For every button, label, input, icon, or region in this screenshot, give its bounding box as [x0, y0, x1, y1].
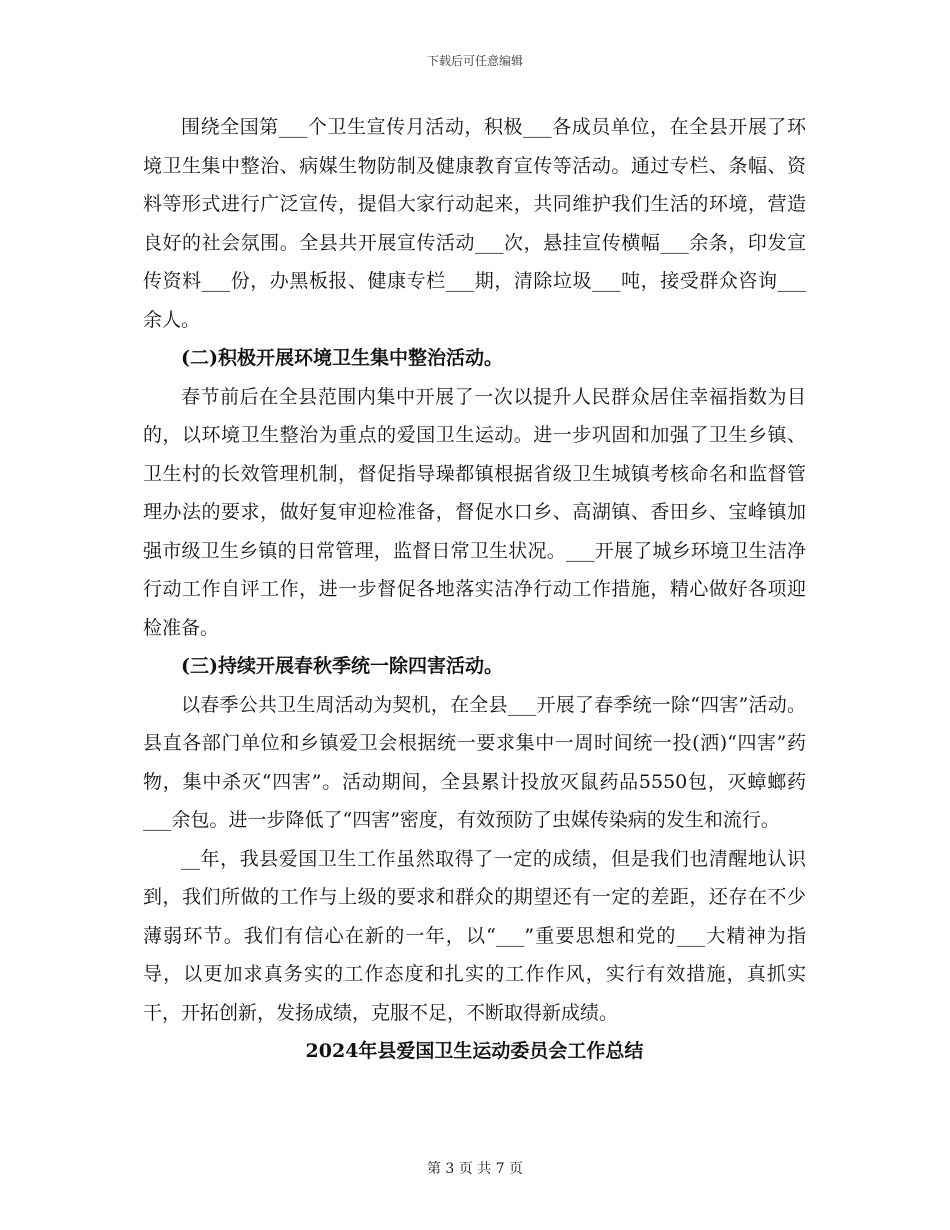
paragraph-environment: 春节前后在全县范围内集中开展了一次以提升人民群众居住幸福指数为目的，以环境卫生整治为重点的爱国卫生运动。进一步巩固和加强了卫生乡镇、卫生村的长效管理机制，督促指导璪都镇根据省级卫生城镇考核命名和监督管理办法的要求，做好复审迎检准备，督促水口乡、高湖镇、香田乡、宝峰镇加强市级卫生乡镇的日常管理，监督日常卫生状况。___开展了城乡环境卫生洁净行动工作自评工作，进一步督促各地落实洁净行动工作措施，精心做好各项迎检准备。	[143, 385, 806, 639]
page-header: 下载后可任意编辑	[426, 54, 523, 68]
paragraph-publicity-month: 围绕全国第___个卫生宣传月活动，积极___各成员单位，在全县开展了环境卫生集中整治、病媒生物防制及健康教育宣传等活动。通过专栏、条幅、资料等形式进行广泛宣传，提倡大家行动起来，共同维护我们生活的环境，营造良好的社会氛围。全县共开展宣传活动___次，悬挂宣传横幅___余条，印发宣传资料___份，办黑板报、健康专栏___期，清除垃圾___吨，接受群众咨询___余人。	[143, 116, 806, 331]
next-document-title: 2024年县爱国卫生运动委员会工作总结	[305, 1040, 644, 1062]
document-body	[143, 108, 806, 1071]
page-number: 第 3 页 共 7 页	[426, 1161, 524, 1177]
section-heading-four-pests: (三)持续开展春秋季统一除四害活动。	[181, 655, 503, 677]
section-heading-environment: (二)积极开展环境卫生集中整治活动。	[181, 347, 503, 369]
paragraph-conclusion: __年，我县爱国卫生工作虽然取得了一定的成绩，但是我们也清醒地认识到，我们所做的工作与上级的要求和群众的期望还有一定的差距，还存在不少薄弱环节。我们有信心在新的一年，以“___”重要思想和党的___大精神为指导，以更加求真务实的工作态度和扎实的工作作风，实行有效措施，真抓实干，开拓创新，发扬成绩，克服不足，不断取得新成绩。	[143, 847, 806, 1024]
paragraph-four-pests: 以春季公共卫生周活动为契机，在全县___开展了春季统一除“四害”活动。县直各部门单位和乡镇爱卫会根据统一要求集中一周时间统一投(洒)“四害”药物，集中杀灭“四害”。活动期间，全县累计投放灭鼠药品5550包，灭蟑螂药___余包。进一步降低了“四害”密度，有效预防了虫媒传染病的发生和流行。	[143, 693, 806, 831]
